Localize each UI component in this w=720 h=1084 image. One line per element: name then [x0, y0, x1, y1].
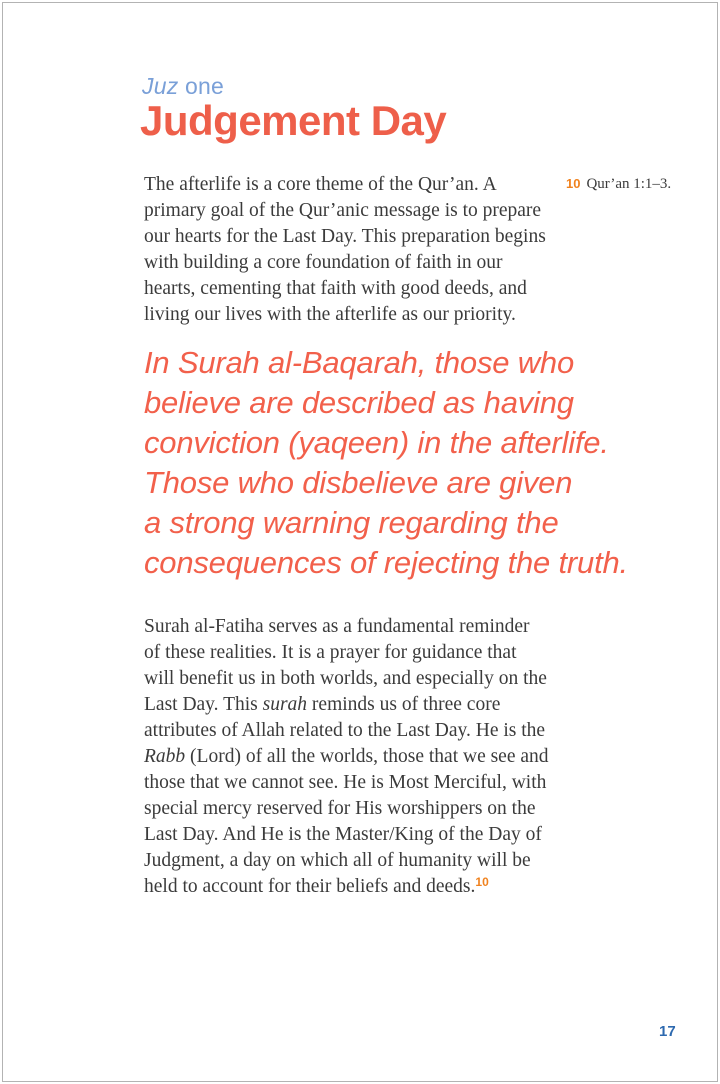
sidenote-reference: Qur’an 1:1–3.: [586, 176, 672, 192]
book-page: [2, 2, 718, 1082]
kicker-juz-label: Juz: [142, 73, 179, 99]
kicker-one-label: one: [178, 73, 224, 99]
body-text-segment: reminds us of three core attributes of Allah related to the Last Day. He is the: [144, 694, 546, 741]
pull-quote-line: Those who disbelieve are given: [144, 465, 573, 500]
pull-quote-line: believe are described as having: [144, 385, 574, 420]
intro-paragraph: The afterlife is a core theme of the Qur’an. A primary goal of the Qur’anic message is to prepare our hearts for the Last Day. This preparation begins with building a core foundation of faith in our hearts, cementing that faith with good deeds, and living our lives with the afterlife as our priority.: [144, 174, 546, 325]
page-number: 17: [659, 1023, 676, 1040]
body-text-segment: Surah al-Fatiha serves as a fundamental reminder of these realities. It is a prayer for guidance that will benefit us in both worlds, and especially on the Last Day. This: [144, 616, 547, 715]
pull-quote-line: consequences of rejecting the truth.: [144, 545, 628, 580]
sidenote-number: 10: [566, 176, 581, 191]
pull-quote-line: a strong warning regarding the: [144, 505, 559, 540]
section-kicker: [142, 73, 224, 100]
body-text-segment: (Lord) of all the worlds, those that we see and those that we cannot see. He is Most Merciful, with special mercy reserved for His worshippers on the Last Day. And He is the Master/King of the Day of Judgment, a day on which all of humanity will be held to account for their beliefs and deeds.: [144, 746, 549, 897]
sidenote: [566, 176, 686, 193]
pull-quote: [144, 343, 664, 583]
footnote-marker: 10: [475, 875, 489, 889]
italic-term-rabb: Rabb: [144, 746, 186, 767]
pull-quote-line: In Surah al-Baqarah, those who: [144, 345, 574, 380]
italic-term-surah: surah: [262, 694, 308, 715]
body-paragraph: [144, 614, 550, 900]
pull-quote-line: conviction (yaqeen) in the afterlife.: [144, 425, 609, 460]
page-title: Judgement Day: [140, 97, 447, 144]
